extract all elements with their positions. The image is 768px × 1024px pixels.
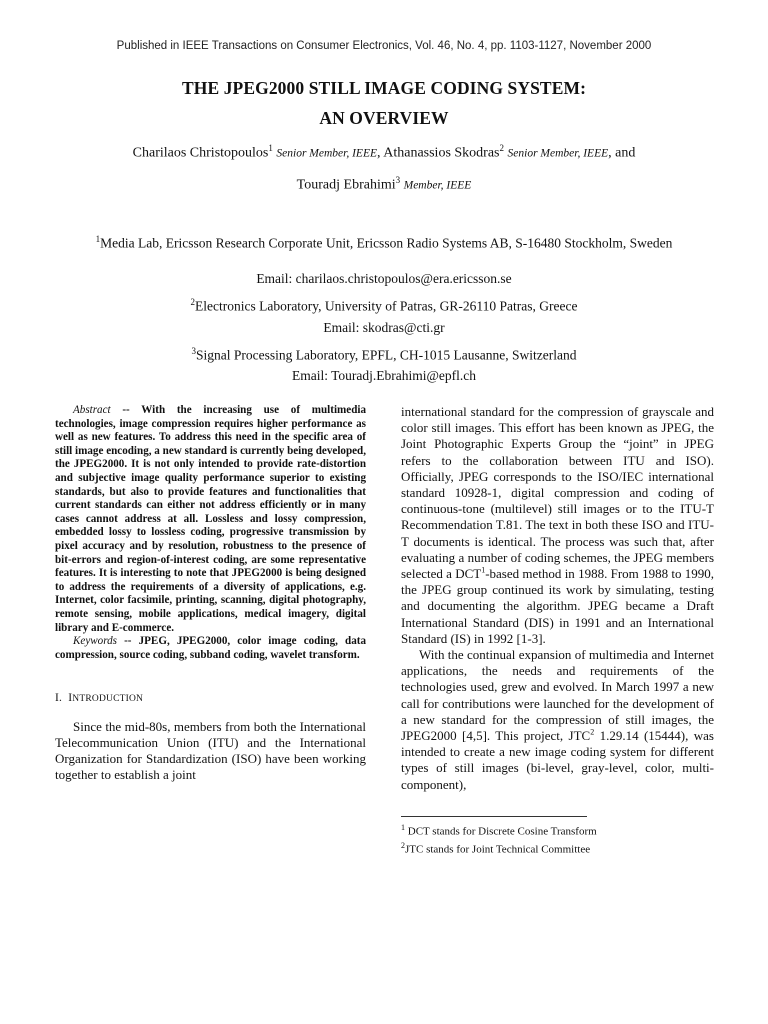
paragraph-text: international standard for the compression of grayscale and color still images. This effort has been known as JPEG, the Joint Photographic Experts Group the “joint” in JPEG refers to the collaboration between ITU and ISO). Officially, JPEG corresponds to the ISO/IEC international standard 10928-1, digital compression and coding of continuous-tone (multilevel) still images or to the ITU-T Recommendation T.81. The text in both these ISO and ITU-T documents is identical. The process was such that, after evaluating a number of coding schemes, the JPEG members selected a DCT <box>401 404 714 582</box>
footnote-mark: 2 <box>401 840 405 850</box>
author-role: Senior Member, IEEE <box>276 147 377 160</box>
author-name: Athanassios Skodras <box>383 145 500 161</box>
introduction-paragraph: Since the mid-80s, members from both the International Telecommunication Union (ITU) and the International Organization for Standardization (ISO) have been working together to establish a joint <box>55 718 366 783</box>
author-affiliation-mark: 3 <box>395 175 401 185</box>
affiliation-1 <box>60 231 708 252</box>
section-title-rest: NTRODUCTION <box>72 694 144 705</box>
footnotes <box>401 821 714 856</box>
author-conjunction: , and <box>608 145 636 161</box>
body-paragraph-2 <box>401 647 714 793</box>
author-separator: , <box>377 145 381 161</box>
affiliation-mark: 2 <box>190 297 195 307</box>
abstract-text: With the increasing use of multimedia technologies, image compression requires higher performance as well as new features. To address this need in the specific area of still image encoding, a new standard is currently being developed, the JPEG2000. It is not only intended to provide rate-distortion and subjective image quality performance superior to existing standards, but also to provide features and functionalities that current standards can either not address efficiently or in many cases cannot address at all. Lossless and lossy compression, embedded lossy to lossless coding, progressive transmission by pixel accuracy and by resolution, robustness to the presence of bit-errors and region-of-interest coding, are some representative features. It is interesting to note that JPEG2000 is being designed to address the requirements of a diversity of applications, e.g. Internet, color facsimile, printing, scanning, digital photography, remote sensing, mobile applications, medical imagery, digital library and E-commerce. <box>55 404 366 634</box>
affiliation-text: Signal Processing Laboratory, EPFL, CH-1015 Lausanne, Switzerland <box>196 347 577 363</box>
affiliation-2 <box>60 294 708 315</box>
affiliation-text: Media Lab, Ericsson Research Corporate Unit, Ericsson Radio Systems AB, S-16480 Stockholm, Sweden <box>100 235 673 251</box>
keywords-dashes: -- <box>116 635 139 648</box>
right-column <box>401 404 714 793</box>
author-name: Charilaos Christopoulos <box>132 145 269 161</box>
footnote-text: DCT stands for Discrete Cosine Transform <box>405 825 597 838</box>
section-heading-introduction <box>55 692 366 707</box>
author-line-1 <box>0 143 768 162</box>
author-affiliation-mark: 2 <box>499 143 505 153</box>
email-2: Email: skodras@cti.gr <box>323 320 445 335</box>
keywords-text: JPEG, JPEG2000, color image coding, data compression, source coding, subband coding, wavelet transform. <box>55 635 367 661</box>
paragraph-text: 1.29.14 (15444), was intended to create a new image coding system for different types of still images (bi-level, gray-level, color, multi-component), <box>401 728 714 792</box>
footnote-ref: 2 <box>590 727 595 737</box>
email-1: Email: charilaos.christopoulos@era.ericsson.se <box>256 271 512 286</box>
author-affiliation-mark: 1 <box>268 143 273 153</box>
paper-title-line-1: THE JPEG2000 STILL IMAGE CODING SYSTEM: <box>181 78 587 98</box>
footnote-2 <box>401 839 714 857</box>
author-name: Touradj Ebrahimi <box>296 177 396 193</box>
footnote-text: JTC stands for Joint Technical Committee <box>405 843 591 856</box>
author-line-2 <box>0 175 768 194</box>
keywords-label: Keywords <box>73 635 117 648</box>
section-initial: I <box>68 692 73 705</box>
affiliation-mark: 3 <box>191 346 197 356</box>
footnote-divider <box>401 816 587 817</box>
section-number: I. <box>55 692 63 705</box>
keywords <box>55 635 366 662</box>
paragraph-text: -based method in 1988. From 1988 to 1990, the JPEG group continued its work by simulating, testing and documenting the algorithm. JPEG became a Draft International Standard (DIS) in 1991 and an International Standard (IS) in 1992 [1-3]. <box>401 566 714 646</box>
paper-title-line-2: AN OVERVIEW <box>319 108 449 128</box>
affiliation-mark: 1 <box>95 234 101 244</box>
paragraph-text: With the continual expansion of multimedia and Internet applications, the needs and requirements of the technologies used, grew and evolved. In March 1997 a new call for contributions were launched for the development of a new standard for the compression of still images, the JPEG2000 [4,5]. This project, JTC <box>401 647 714 744</box>
body-paragraph-1 <box>401 404 714 647</box>
footnote-1 <box>401 821 714 839</box>
affiliation-text: Electronics Laboratory, University of Patras, GR-26110 Patras, Greece <box>194 298 578 314</box>
author-role: Member, IEEE <box>403 179 472 192</box>
abstract-dashes: -- <box>110 404 142 416</box>
footnote-mark: 1 <box>401 823 405 832</box>
footnote-ref: 1 <box>481 565 486 575</box>
affiliation-3 <box>60 343 708 364</box>
email-3: Email: Touradj.Ebrahimi@epfl.ch <box>291 368 477 383</box>
publication-line: Published in IEEE Transactions on Consumer Electronics, Vol. 46, No. 4, pp. 1103-1127, November 2000 <box>116 40 652 52</box>
abstract-label: Abstract <box>73 404 111 416</box>
left-column <box>55 404 366 784</box>
abstract <box>55 404 366 635</box>
author-role: Senior Member, IEEE <box>507 147 609 160</box>
